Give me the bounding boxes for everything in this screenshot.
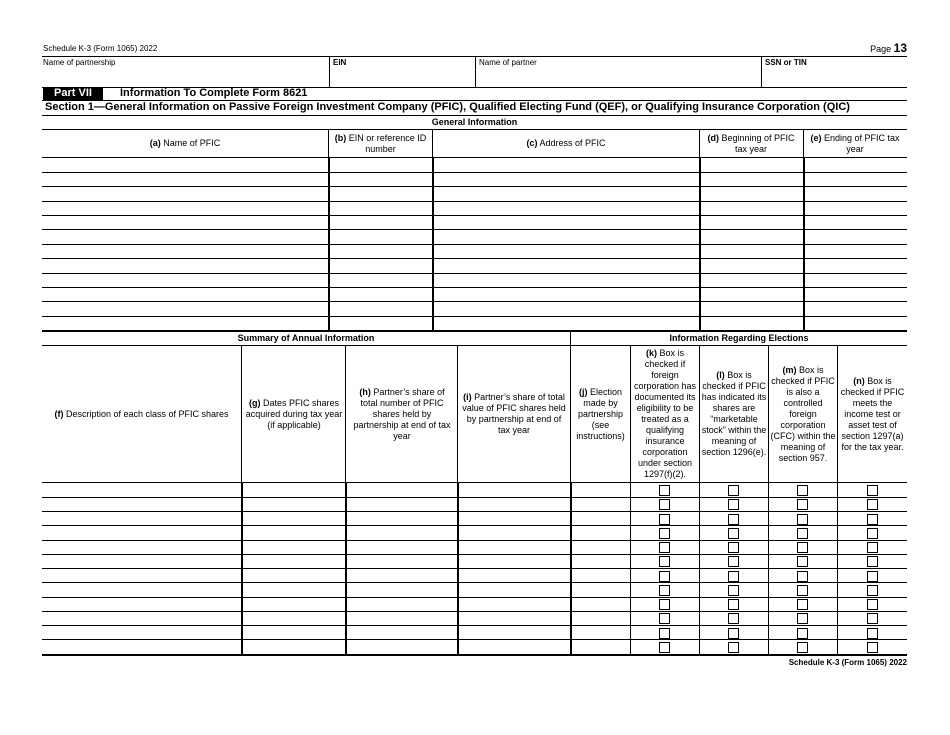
cell-input[interactable] [42,640,242,654]
cell-input[interactable] [458,569,571,583]
cell-input[interactable] [804,216,907,230]
cell-input[interactable] [242,626,346,640]
cell-input[interactable] [42,554,242,568]
cell-input[interactable] [42,158,329,172]
qic-checkbox[interactable] [659,613,670,624]
qic-checkbox[interactable] [659,499,670,510]
cell-input[interactable] [329,230,433,244]
cfc-checkbox[interactable] [797,642,808,653]
table-row [42,640,907,654]
cfc-checkbox[interactable] [797,585,808,596]
cell-input[interactable] [329,273,433,287]
cell-input[interactable] [571,540,630,554]
cell-input[interactable] [433,316,700,330]
marketable-stock-checkbox[interactable] [728,613,739,624]
cell-input[interactable] [42,497,242,511]
cfc-checkbox[interactable] [797,499,808,510]
column-m-header: (m) Box is checked if PFIC is also a controlled foreign corporation (CFC) within the meaning of section 957. [770,364,836,463]
table-row [42,626,907,640]
cell-input[interactable] [42,244,329,258]
cell-input[interactable] [700,230,804,244]
income-asset-test-checkbox[interactable] [867,613,878,624]
income-asset-test-checkbox[interactable] [867,514,878,525]
table-row [42,230,907,244]
qic-checkbox[interactable] [659,556,670,567]
cell-input[interactable] [804,201,907,215]
cell-input[interactable] [804,158,907,172]
cell-input[interactable] [458,554,571,568]
marketable-stock-checkbox[interactable] [728,485,739,496]
cell-input[interactable] [346,483,458,497]
marketable-stock-checkbox[interactable] [728,514,739,525]
qic-checkbox[interactable] [659,585,670,596]
cell-input[interactable] [804,288,907,302]
cell-input[interactable] [571,583,630,597]
marketable-stock-checkbox[interactable] [728,642,739,653]
column-f-header: (f) Description of each class of PFIC shares [54,408,229,419]
cell-input[interactable] [700,158,804,172]
cell-input[interactable] [571,611,630,625]
table-row [42,216,907,230]
footer-form-reference: Schedule K-3 (Form 1065) 2022 [788,658,907,667]
cell-input[interactable] [433,158,700,172]
qic-checkbox[interactable] [659,542,670,553]
table-row [42,273,907,287]
cell-input[interactable] [700,273,804,287]
cell-input[interactable] [458,497,571,511]
cell-input[interactable] [42,626,242,640]
income-asset-test-checkbox[interactable] [867,556,878,567]
cell-input[interactable] [42,302,329,316]
marketable-stock-checkbox[interactable] [728,628,739,639]
column-l-header: (l) Box is checked if PFIC has indicated its shares are “marketable stock” within the meaning of section 1296(e). [701,370,767,457]
column-e-header: (e) Ending of PFIC tax year [810,132,900,154]
cell-input[interactable] [42,201,329,215]
cfc-checkbox[interactable] [797,628,808,639]
ein-label: EIN [333,58,347,67]
cell-input[interactable] [346,611,458,625]
cell-input[interactable] [433,172,700,186]
cell-input[interactable] [458,512,571,526]
cfc-checkbox[interactable] [797,485,808,496]
cell-input[interactable] [242,583,346,597]
cell-input[interactable] [804,273,907,287]
cell-input[interactable] [242,526,346,540]
table-row [42,302,907,316]
cell-input[interactable] [700,187,804,201]
cell-input[interactable] [242,512,346,526]
cell-input[interactable] [42,187,329,201]
name-of-partnership-label: Name of partnership [43,58,116,67]
cell-input[interactable] [329,158,433,172]
cell-input[interactable] [42,172,329,186]
name-of-partner-label: Name of partner [479,58,537,67]
marketable-stock-checkbox[interactable] [728,571,739,582]
cell-input[interactable] [42,230,329,244]
column-a-header: (a) Name of PFIC [149,138,221,148]
income-asset-test-checkbox[interactable] [867,571,878,582]
cell-input[interactable] [329,288,433,302]
column-k-header: (k) Box is checked if foreign corporation has documented its eligibility to be treated as a qualifying insurance corporation under section 1297(f)(2). [633,348,697,479]
cell-input[interactable] [42,259,329,273]
cell-input[interactable] [42,611,242,625]
cell-input[interactable] [433,201,700,215]
cell-input[interactable] [242,640,346,654]
qic-checkbox[interactable] [659,628,670,639]
table-row [42,554,907,568]
cell-input[interactable] [458,611,571,625]
qic-checkbox[interactable] [659,528,670,539]
qic-checkbox[interactable] [659,485,670,496]
cell-input[interactable] [42,216,329,230]
marketable-stock-checkbox[interactable] [728,499,739,510]
cell-input[interactable] [433,216,700,230]
cell-input[interactable] [346,554,458,568]
form-reference: Schedule K-3 (Form 1065) 2022 [43,44,158,53]
cfc-checkbox[interactable] [797,571,808,582]
income-asset-test-checkbox[interactable] [867,542,878,553]
table-row [42,316,907,330]
table-row [42,288,907,302]
cell-input[interactable] [433,273,700,287]
cell-input[interactable] [242,497,346,511]
section1-title: Section 1—General Information on Passive Foreign Investment Company (PFIC), Qualified Electing Fund (QEF), or Qualifying Insurance Corporation (QIC) [45,101,850,113]
ein-field[interactable] [333,68,473,86]
name-of-partner-field[interactable] [479,68,759,86]
column-n-header: (n) Box is checked if PFIC meets the income test or asset test of section 1297(a) for the tax year. [840,375,905,452]
cfc-checkbox[interactable] [797,556,808,567]
cell-input[interactable] [346,526,458,540]
cell-input[interactable] [571,497,630,511]
cell-input[interactable] [42,273,329,287]
cell-input[interactable] [433,302,700,316]
cell-input[interactable] [458,640,571,654]
cell-input[interactable] [242,611,346,625]
table-row [42,597,907,611]
cell-input[interactable] [329,316,433,330]
qic-checkbox[interactable] [659,571,670,582]
cell-input[interactable] [571,569,630,583]
cell-input[interactable] [329,201,433,215]
table-row [42,569,907,583]
cell-input[interactable] [458,526,571,540]
cell-input[interactable] [329,172,433,186]
pfic-summary-table [42,483,907,654]
marketable-stock-checkbox[interactable] [728,585,739,596]
cell-input[interactable] [42,526,242,540]
cell-input[interactable] [458,597,571,611]
marketable-stock-checkbox[interactable] [728,528,739,539]
cell-input[interactable] [458,540,571,554]
income-asset-test-checkbox[interactable] [867,485,878,496]
cell-input[interactable] [329,216,433,230]
cell-input[interactable] [242,483,346,497]
cell-input[interactable] [433,244,700,258]
table-row [42,583,907,597]
cell-input[interactable] [42,316,329,330]
cell-input[interactable] [242,540,346,554]
income-asset-test-checkbox[interactable] [867,499,878,510]
cfc-checkbox[interactable] [797,514,808,525]
summary-heading: Summary of Annual Information [237,333,375,343]
column-i-header: (i) Partner’s share of total value of PFIC shares held by partnership at end of tax year [462,392,566,435]
cell-input[interactable] [571,512,630,526]
qic-checkbox[interactable] [659,599,670,610]
table-row [42,611,907,625]
cell-input[interactable] [346,497,458,511]
cell-input[interactable] [329,187,433,201]
cell-input[interactable] [804,316,907,330]
cell-input[interactable] [42,569,242,583]
cell-input[interactable] [329,244,433,258]
cell-input[interactable] [242,569,346,583]
cell-input[interactable] [433,259,700,273]
cfc-checkbox[interactable] [797,599,808,610]
cell-input[interactable] [804,172,907,186]
cell-input[interactable] [329,259,433,273]
page-number: 13 [893,41,907,55]
page-number-block [870,41,907,55]
column-j-header: (j) Election made by partnership (see instructions) [576,386,625,441]
cell-input[interactable] [242,597,346,611]
cell-input[interactable] [346,569,458,583]
table-row [42,497,907,511]
cell-input[interactable] [42,597,242,611]
cell-input[interactable] [346,512,458,526]
table-row [42,244,907,258]
cell-input[interactable] [329,302,433,316]
cfc-checkbox[interactable] [797,613,808,624]
income-asset-test-checkbox[interactable] [867,599,878,610]
table-row [42,512,907,526]
cell-input[interactable] [433,187,700,201]
table-row [42,540,907,554]
cell-input[interactable] [42,540,242,554]
table-row [42,259,907,273]
income-asset-test-checkbox[interactable] [867,628,878,639]
cell-input[interactable] [700,201,804,215]
cell-input[interactable] [42,483,242,497]
cell-input[interactable] [42,512,242,526]
cell-input[interactable] [242,554,346,568]
cell-input[interactable] [458,483,571,497]
qic-checkbox[interactable] [659,642,670,653]
income-asset-test-checkbox[interactable] [867,528,878,539]
marketable-stock-checkbox[interactable] [728,556,739,567]
cell-input[interactable] [804,187,907,201]
pfic-general-table [42,158,907,331]
cell-input[interactable] [700,244,804,258]
cell-input[interactable] [42,583,242,597]
cell-input[interactable] [804,302,907,316]
marketable-stock-checkbox[interactable] [728,542,739,553]
cell-input[interactable] [571,597,630,611]
cell-input[interactable] [700,302,804,316]
marketable-stock-checkbox[interactable] [728,599,739,610]
cell-input[interactable] [804,230,907,244]
column-d-header: (d) Beginning of PFIC tax year [707,132,795,154]
general-information-heading: General Information [431,117,518,127]
cell-input[interactable] [346,640,458,654]
income-asset-test-checkbox[interactable] [867,585,878,596]
cell-input[interactable] [346,626,458,640]
part-title: Information To Complete Form 8621 [120,87,308,99]
table-row [42,172,907,186]
table-row [42,526,907,540]
cell-input[interactable] [700,288,804,302]
table-row [42,483,907,497]
table-row [42,158,907,172]
cfc-checkbox[interactable] [797,528,808,539]
column-h-header: (h) Partner’s share of total number of PFIC shares held by partnership at end of tax year [353,386,451,441]
cell-input[interactable] [571,640,630,654]
cell-input[interactable] [433,230,700,244]
cell-input[interactable] [700,316,804,330]
cell-input[interactable] [700,259,804,273]
cell-input[interactable] [346,583,458,597]
cell-input[interactable] [700,216,804,230]
cell-input[interactable] [571,526,630,540]
elections-heading: Information Regarding Elections [669,333,809,343]
ssn-or-tin-field[interactable] [765,68,905,86]
name-of-partnership-field[interactable] [43,68,328,86]
cell-input[interactable] [571,626,630,640]
cell-input[interactable] [804,244,907,258]
ssn-or-tin-label: SSN or TIN [765,58,807,67]
cfc-checkbox[interactable] [797,542,808,553]
cell-input[interactable] [458,583,571,597]
cell-input[interactable] [42,288,329,302]
cell-input[interactable] [700,172,804,186]
cell-input[interactable] [433,288,700,302]
column-g-header: (g) Dates PFIC shares acquired during tax year (if applicable) [245,397,343,430]
part-badge: Part VII [43,87,103,100]
column-b-header: (b) EIN or reference ID number [334,132,427,154]
cell-input[interactable] [346,597,458,611]
cell-input[interactable] [458,626,571,640]
cell-input[interactable] [571,554,630,568]
cell-input[interactable] [571,483,630,497]
table-row [42,187,907,201]
income-asset-test-checkbox[interactable] [867,642,878,653]
cell-input[interactable] [804,259,907,273]
column-c-header: (c) Address of PFIC [526,138,606,148]
page-label: Page [870,44,892,54]
table-row [42,201,907,215]
qic-checkbox[interactable] [659,514,670,525]
cell-input[interactable] [346,540,458,554]
